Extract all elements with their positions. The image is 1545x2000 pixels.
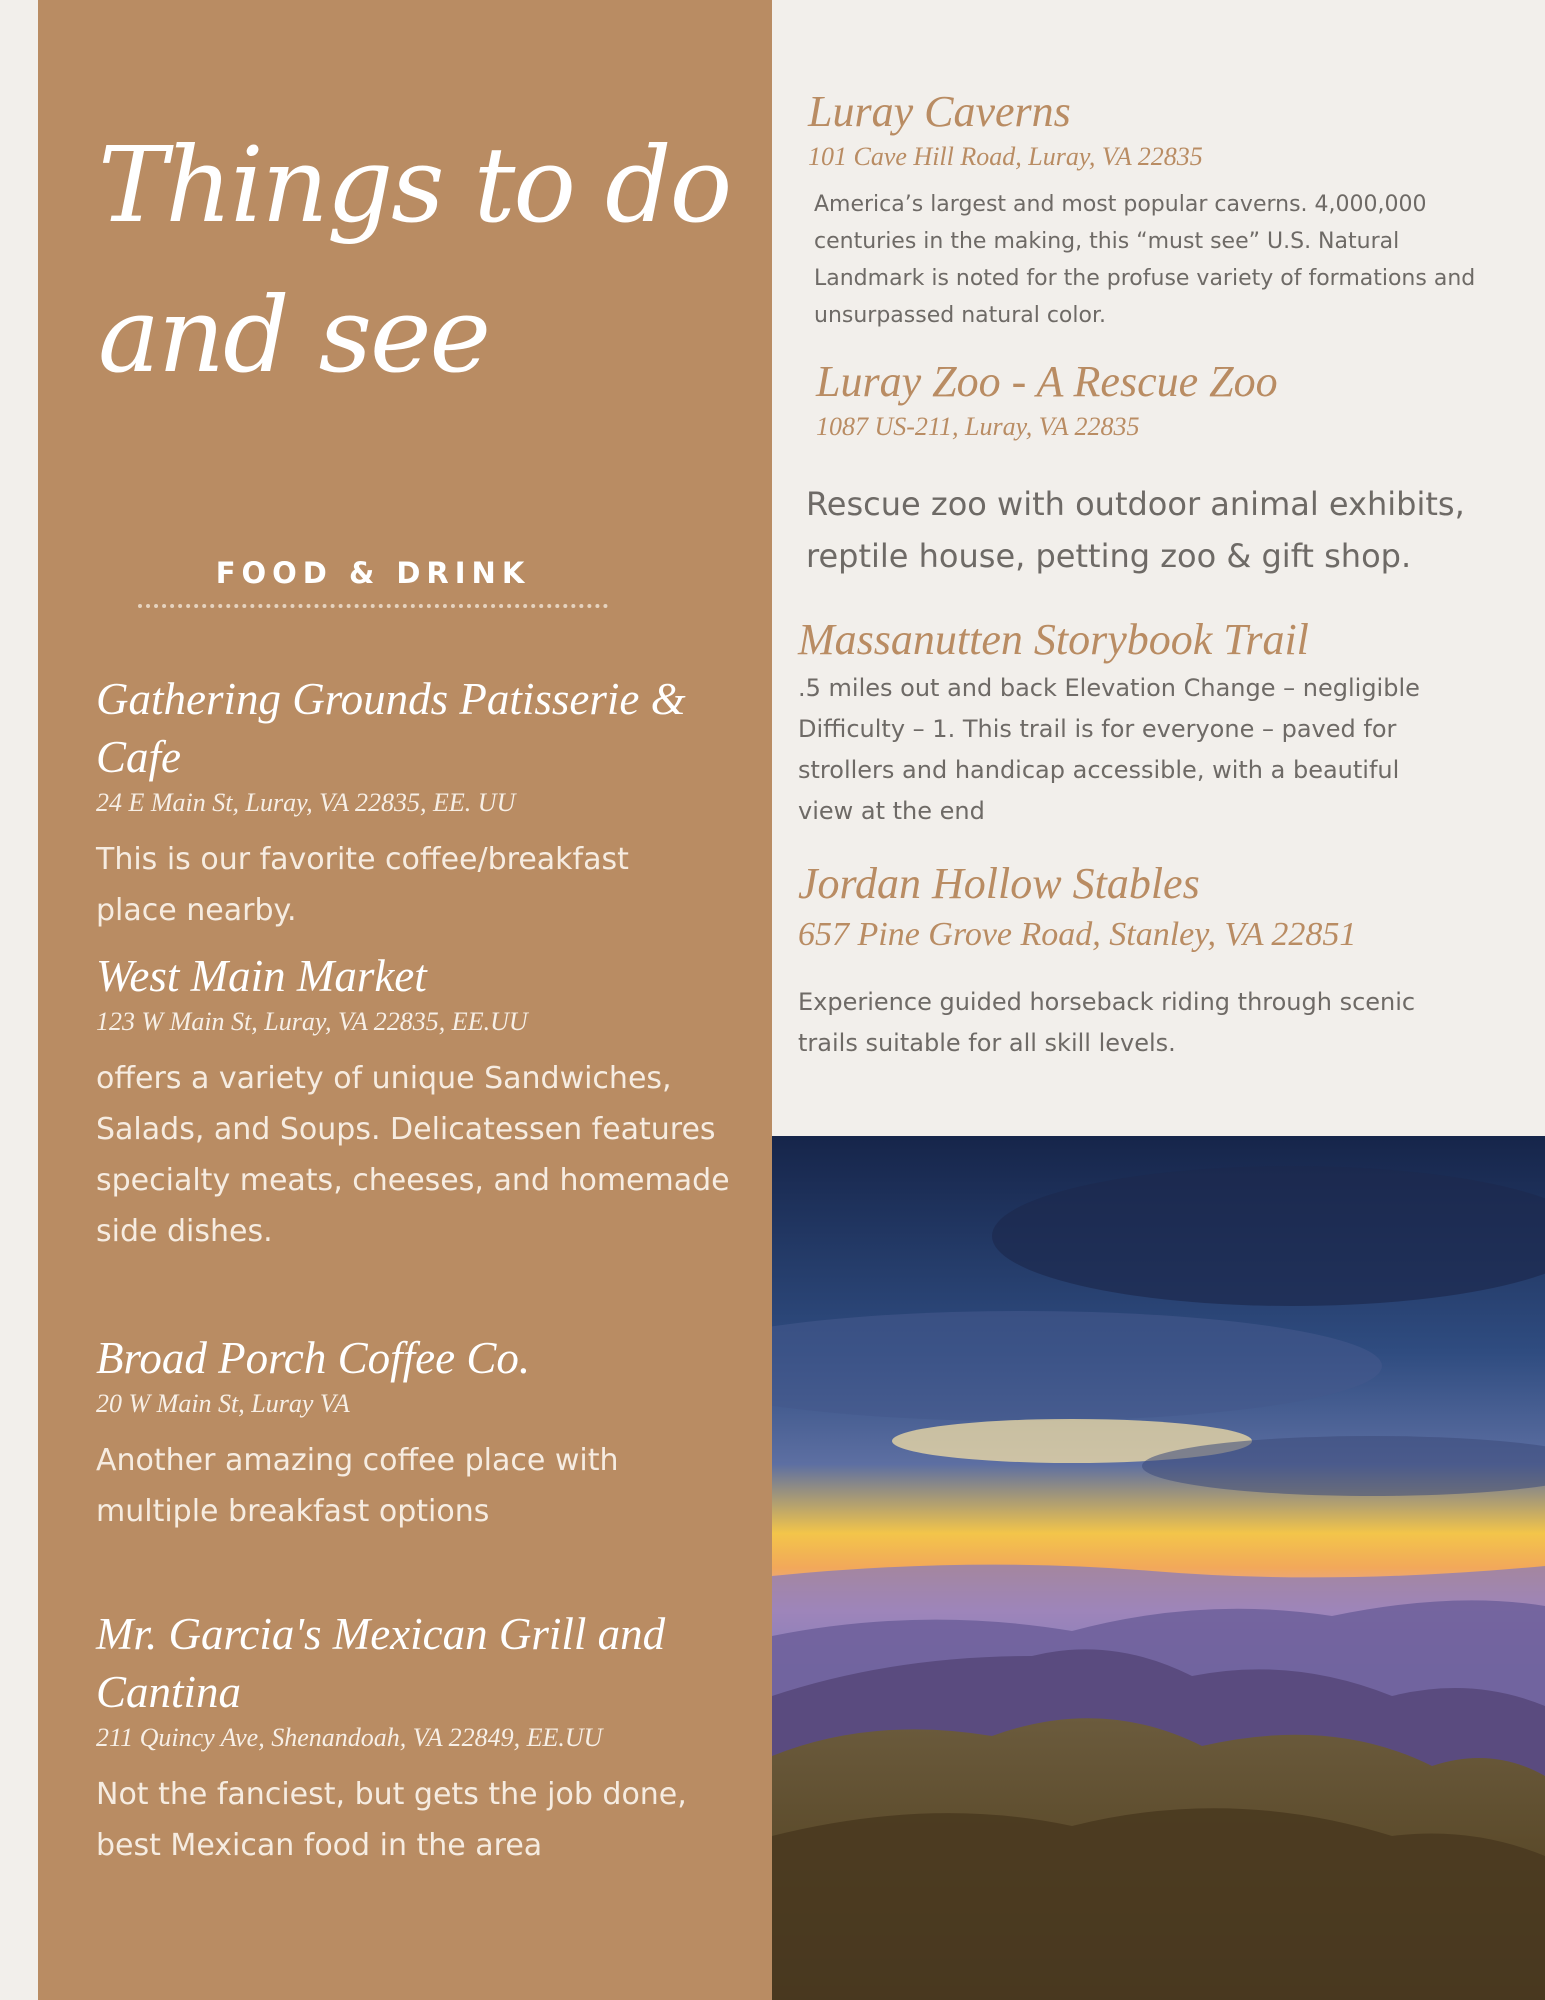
- attraction-luray-caverns: [808, 84, 1498, 334]
- food-drink-heading: FOOD & DRINK: [215, 556, 531, 590]
- attraction-description: .5 miles out and back Elevation Change – negligible Difficulty – 1. This trail is for everyone – paved for strollers and handicap accessible, with a beautiful view at the end: [798, 674, 1420, 825]
- dotted-divider: [138, 604, 608, 608]
- attraction-jordan-hollow: [798, 856, 1498, 1064]
- attraction-name: Jordan Hollow Stables: [798, 859, 1200, 908]
- attraction-name: Luray Caverns: [808, 87, 1071, 136]
- attraction-description: America’s largest and most popular caverns. 4,000,000 centuries in the making, this “must see” U.S. Natural Landmark is noted for the profuse variety of formations and unsurpassed natural color.: [814, 192, 1476, 328]
- page-title: Things to do and see: [98, 124, 731, 396]
- food-item-mr-garcias: [96, 1605, 716, 1871]
- attraction-description: Experience guided horseback riding through scenic trails suitable for all skill levels.: [798, 988, 1416, 1057]
- food-item-name: West Main Market: [96, 951, 427, 1001]
- food-item-description: Not the fanciest, but gets the job done, best Mexican food in the area: [96, 1777, 687, 1863]
- attraction-address: 1087 US-211, Luray, VA 22835: [816, 412, 1140, 441]
- attraction-storybook-trail: [798, 612, 1498, 832]
- left-panel: [38, 0, 772, 2000]
- attraction-address: 101 Cave Hill Road, Luray, VA 22835: [808, 142, 1203, 171]
- attraction-name: Massanutten Storybook Trail: [798, 615, 1309, 664]
- attraction-name: Luray Zoo - A Rescue Zoo: [816, 357, 1278, 406]
- mountain-sunset-photo: [772, 1136, 1545, 2000]
- attraction-address: 657 Pine Grove Road, Stanley, VA 22851: [798, 916, 1357, 953]
- food-item-address: 211 Quincy Ave, Shenandoah, VA 22849, EE.UU: [96, 1723, 603, 1752]
- food-item-address: 24 E Main St, Luray, VA 22835, EE. UU: [96, 788, 516, 817]
- food-item-broad-porch: [96, 1329, 776, 1537]
- food-item-west-main-market: [96, 947, 776, 1257]
- food-item-description: Another amazing coffee place with multiple breakfast options: [96, 1443, 619, 1529]
- attraction-luray-zoo: [816, 354, 1506, 444]
- attraction-description: Rescue zoo with outdoor animal exhibits, reptile house, petting zoo & gift shop.: [806, 485, 1465, 575]
- food-item-address: 20 W Main St, Luray VA: [96, 1389, 350, 1418]
- food-item-name: Mr. Garcia's Mexican Grill and Cantina: [96, 1609, 666, 1717]
- food-item-gathering-grounds: [96, 670, 736, 936]
- food-item-description: This is our favorite coffee/breakfast place nearby.: [96, 842, 629, 928]
- food-item-name: Broad Porch Coffee Co.: [96, 1333, 531, 1383]
- food-item-address: 123 W Main St, Luray, VA 22835, EE.UU: [96, 1007, 528, 1036]
- food-item-description: offers a variety of unique Sandwiches, Salads, and Soups. Delicatessen features specialty meats, cheeses, and homemade side dishes.: [96, 1061, 730, 1249]
- food-item-name: Gathering Grounds Patisserie & Cafe: [96, 674, 686, 782]
